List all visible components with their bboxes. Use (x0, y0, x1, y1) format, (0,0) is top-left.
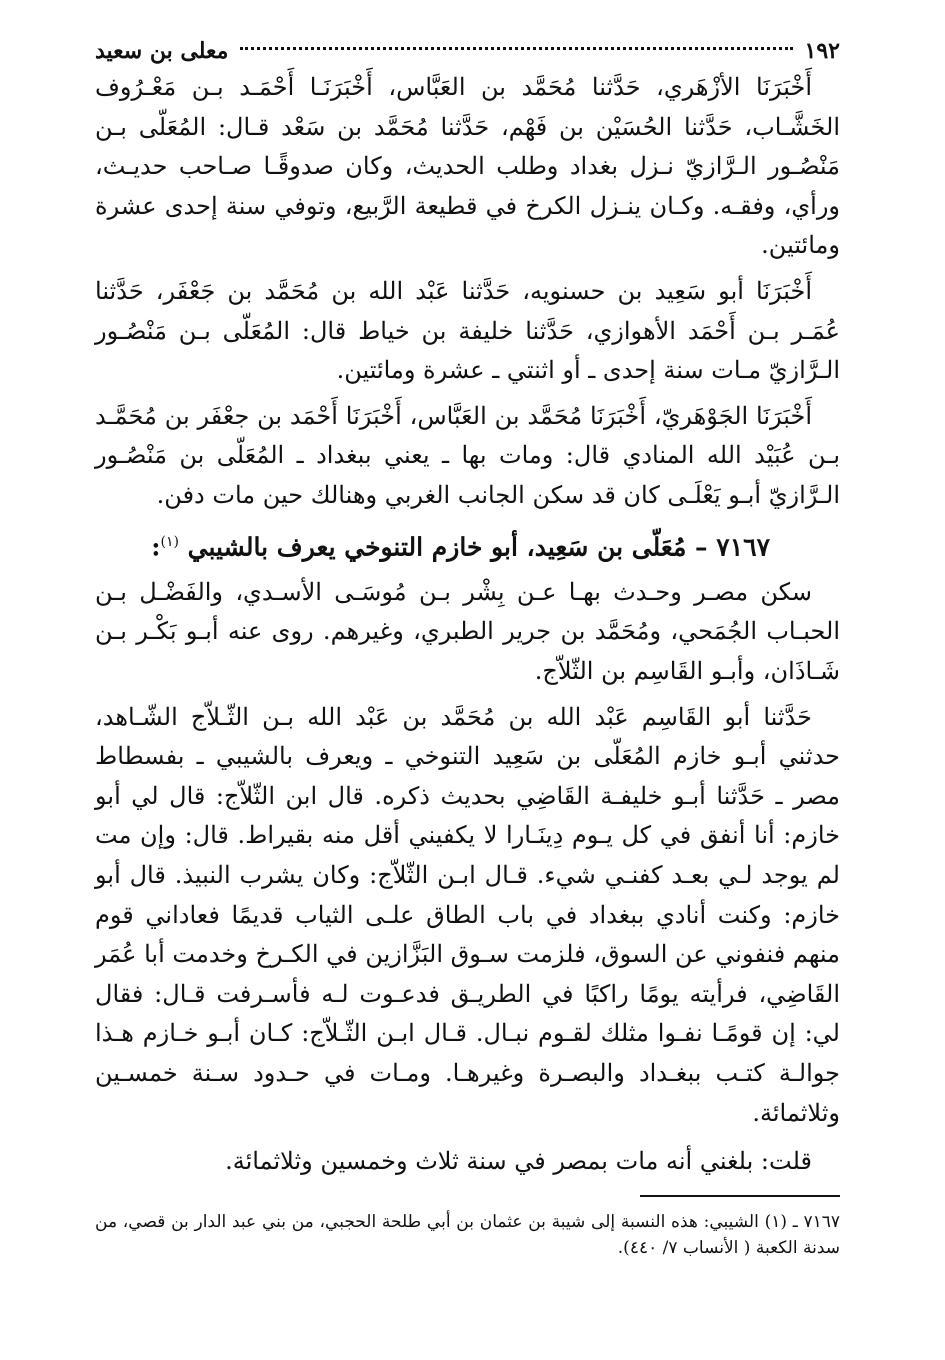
editor-note: قلت: بلغني أنه مات بمصر في سنة ثلاث وخمسين وثلاثمائة. (225, 1147, 812, 1176)
header-leader-dots (240, 47, 792, 50)
entry-title: مُعَلّى بن سَعِيد، أبو خازم التنوخي يعرف بالشيبي (187, 531, 687, 561)
entry-number: ٧١٦٧ (716, 531, 770, 561)
entry-paragraph-1: سكن مصـر وحـدث بهـا عـن بِشْر بـن مُوسَـى الأسـدي، والفَضْـل بـن الحبـاب الجُمَحي، ومُحَمَّد بن جرير الطبري، وغيرهم. روى عنه أبـو بَكْـر بـن شَـاذَان، وأبـو القَاسِم بن الثّلاّج. (95, 577, 840, 686)
document-page (95, 34, 840, 1261)
running-title: معلى بن سعيد (95, 38, 229, 64)
footnote-separator (640, 1195, 840, 1197)
page-header (95, 34, 840, 68)
footnote-marker: (١) (160, 533, 179, 550)
entry-heading: ٧١٦٧ – مُعَلّى بن سَعِيد، أبو خازم التنوخي يعرف بالشيبي $^{(١)}$: (151, 531, 770, 561)
footnote: ٧١٦٧ ـ (١) الشيبي: هذه النسبة إلى شيبة بن عثمان بن أبي طلحة الحجبي، من بني عبد الدار بن قصي، من سدنة الكعبة ( الأنساب ٧/ ٤٤٠). (95, 1212, 841, 1259)
page-number: ١٩٢ (804, 38, 840, 64)
paragraph-3: أَخْبَرَنَا الجَوْهَريّ، أَخْبَرَنَا مُحَمَّد بن العَبَّاس، أَخْبَرَنَا أَحْمَد بن جعْفَر بن مُحَمَّـد بـن عُبَيْد الله المنادي قال: ومات بها ـ يعني ببغداد ـ المُعَلّى بن مَنْصُـور الـرَّازيّ أبـو يَعْلَـى كان قد سكن الجانب الغربي وهنالك حين مات دفن. (95, 401, 840, 509)
entry-paragraph-2: حَدَّثنا أبو القَاسِم عَبْد الله بن مُحَمَّد بن عَبْد الله بـن الثّـلاّج الشّـاهد، حدثني أبـو خازم المُعَلّى بن سَعِيد التنوخي ـ ويعرف بالشيبي ـ بفسطاط مصر ـ حَدَّثنا أبـو خليفـة القَاضِي بحديث ذكره. قال ابن الثّلاّج: قال لي أبو خازم: أنا أنفق في كل يـوم دِينَـارا لا يكفيني أقل منه بقيراط. قال: وإن مت لم يوجد لـي بعـد كفنـي شيء. قـال ابـن الثّلاّج: وكان يشرب النبيذ. قال أبو خازم: وكنت أنادي ببغداد في باب الطاق علـى الثياب قديمًا فعاداني قوم منهم فنفوني عن السوق، فلزمت سـوق البَزَّازين في الكـرخ وخدمت أبا عُمَر القَاضِي، فرأيته يومًا راكبًا في الطريـق فدعـوت لـه فأسـرفت قـال: فقال لي: إن قومًـا نفـوا مثلك لقـوم نبـال. قـال ابـن الثّـلاّج: كـان أبـو خـازم هـذا جوالـة كتـب ببغـداد والبصـرة وغيرهـا. ومـات في حـدود سـنة خمسـين وثلاثمائة. (95, 702, 841, 1127)
paragraph-1: أَخْبَرَنَا الأزْهَري، حَدَّثنا مُحَمَّد بن العَبَّاس، أَخْبَرَنَـا أَحْمَـد بـن مَعْـرُوف الخَشَّـاب، حَدَّثنا الحُسَيْن بن فَهْم، حَدَّثنا مُحَمَّد بن سَعْد قـال: المُعَلّى بـن مَنْصُـور الـرَّازيّ نـزل بغداد وطلب الحديث، وكان صدوقًـا صـاحب حديـث، ورأي، وفقـه. وكـان ينـزل الكرخ في قطيعة الرَّبيع، وتوفي سنة إحدى عشرة ومائتين. (95, 73, 840, 260)
paragraph-2: أَخْبَرَنَا أبو سَعِيد بن حسنويه، حَدَّثنا عَبْد الله بن مُحَمَّد بن جَعْفَر، حَدَّثنا عُمَـر بـن أَحْمَد الأهوازي، حَدَّثنا خليفة بن خياط قال: المُعَلّى بـن مَنْصُـور الـرَّازيّ مـات سنة إحدى ـ أو اثنتي ـ عشرة ومائتين. (95, 276, 840, 385)
